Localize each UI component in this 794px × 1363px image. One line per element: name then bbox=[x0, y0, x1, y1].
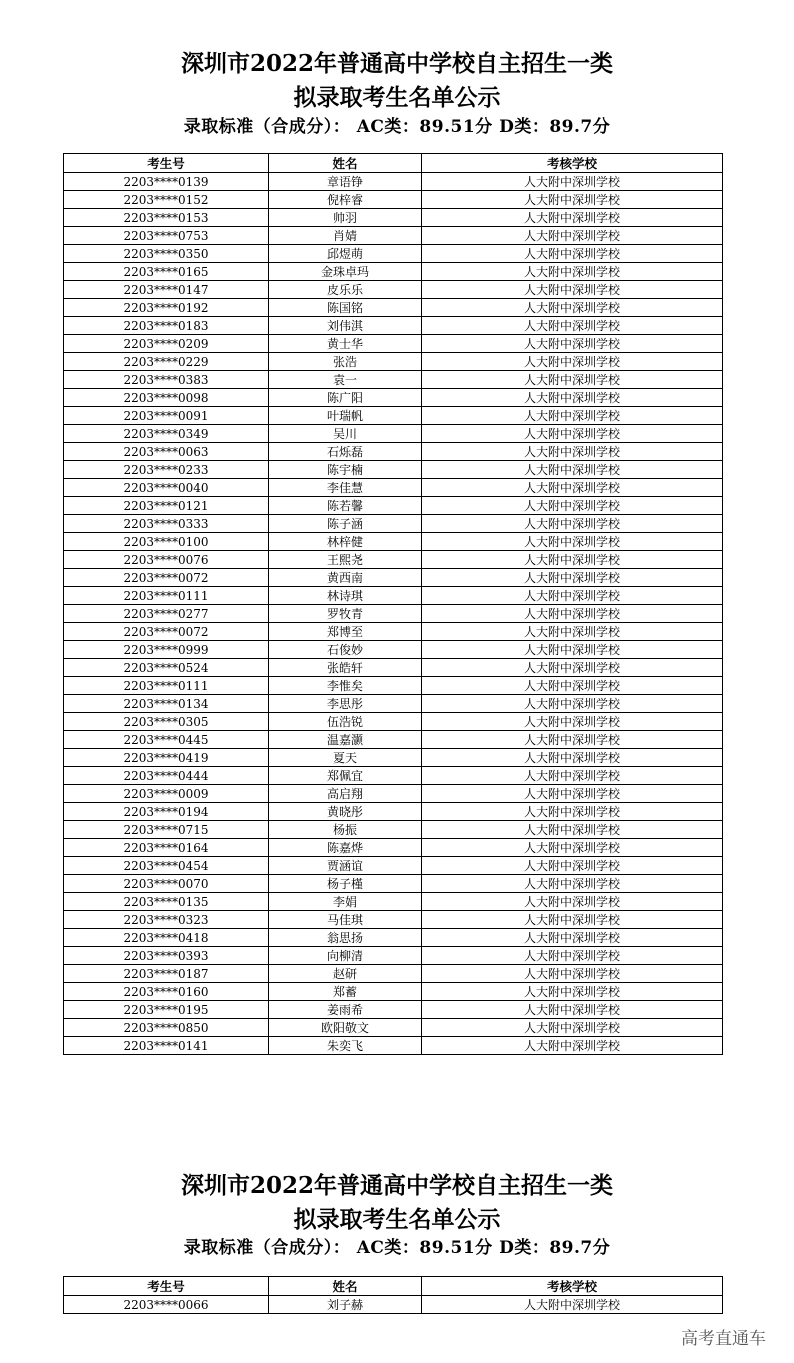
cell-candidate-id: 2203****0160 bbox=[64, 983, 269, 1001]
admission-criteria: 录取标准（合成分）： AC类：89.51分 D类：89.7分 bbox=[183, 117, 611, 137]
cell-candidate-id: 2203****0323 bbox=[64, 911, 269, 929]
table-row bbox=[64, 569, 723, 587]
cell-candidate-id: 2203****0111 bbox=[64, 587, 269, 605]
cell-candidate-id: 2203****0454 bbox=[64, 857, 269, 875]
cell-candidate-id: 2203****0195 bbox=[64, 1001, 269, 1019]
cell-name: 张皓轩 bbox=[269, 659, 422, 677]
table-row bbox=[64, 749, 723, 767]
cell-school: 人大附中深圳学校 bbox=[422, 1037, 723, 1055]
cell-school: 人大附中深圳学校 bbox=[422, 875, 723, 893]
cell-school: 人大附中深圳学校 bbox=[422, 965, 723, 983]
header-candidate-id: 考生号 bbox=[64, 1277, 269, 1296]
cell-name: 夏天 bbox=[269, 749, 422, 767]
cell-name: 向柳清 bbox=[269, 947, 422, 965]
source-watermark: 高考直通车 bbox=[681, 1329, 766, 1349]
cell-name: 黄士华 bbox=[269, 335, 422, 353]
cell-candidate-id: 2203****0233 bbox=[64, 461, 269, 479]
cell-school: 人大附中深圳学校 bbox=[422, 191, 723, 209]
header-candidate-id: 考生号 bbox=[64, 154, 269, 173]
cell-candidate-id: 2203****0444 bbox=[64, 767, 269, 785]
cell-candidate-id: 2203****0141 bbox=[64, 1037, 269, 1055]
cell-school: 人大附中深圳学校 bbox=[422, 353, 723, 371]
cell-candidate-id: 2203****0164 bbox=[64, 839, 269, 857]
table-row bbox=[64, 263, 723, 281]
cell-name: 朱奕飞 bbox=[269, 1037, 422, 1055]
table-row bbox=[64, 1296, 723, 1314]
table-row bbox=[64, 407, 723, 425]
cell-candidate-id: 2203****0066 bbox=[64, 1296, 269, 1314]
cell-name: 张浩 bbox=[269, 353, 422, 371]
table-row bbox=[64, 173, 723, 191]
cell-candidate-id: 2203****0063 bbox=[64, 443, 269, 461]
table-row bbox=[64, 317, 723, 335]
cell-school: 人大附中深圳学校 bbox=[422, 839, 723, 857]
cell-school: 人大附中深圳学校 bbox=[422, 749, 723, 767]
cell-school: 人大附中深圳学校 bbox=[422, 227, 723, 245]
cell-school: 人大附中深圳学校 bbox=[422, 929, 723, 947]
cell-name: 郑佩宜 bbox=[269, 767, 422, 785]
cell-candidate-id: 2203****0350 bbox=[64, 245, 269, 263]
table-row bbox=[64, 947, 723, 965]
cell-name: 吴川 bbox=[269, 425, 422, 443]
cell-school: 人大附中深圳学校 bbox=[422, 461, 723, 479]
cell-candidate-id: 2203****0183 bbox=[64, 317, 269, 335]
cell-candidate-id: 2203****0135 bbox=[64, 893, 269, 911]
page2-title-line2: 拟录取考生名单公示 bbox=[293, 1206, 501, 1233]
cell-school: 人大附中深圳学校 bbox=[422, 983, 723, 1001]
table-row bbox=[64, 983, 723, 1001]
cell-name: 姜雨希 bbox=[269, 1001, 422, 1019]
cell-school: 人大附中深圳学校 bbox=[422, 605, 723, 623]
cell-school: 人大附中深圳学校 bbox=[422, 209, 723, 227]
cell-name: 贾涵谊 bbox=[269, 857, 422, 875]
cell-school: 人大附中深圳学校 bbox=[422, 641, 723, 659]
cell-name: 邱煜萌 bbox=[269, 245, 422, 263]
table-row bbox=[64, 551, 723, 569]
cell-candidate-id: 2203****0040 bbox=[64, 479, 269, 497]
cell-candidate-id: 2203****0165 bbox=[64, 263, 269, 281]
cell-name: 陈若馨 bbox=[269, 497, 422, 515]
cell-school: 人大附中深圳学校 bbox=[422, 731, 723, 749]
cell-name: 石俊妙 bbox=[269, 641, 422, 659]
page-title-line2: 拟录取考生名单公示 bbox=[293, 84, 501, 111]
page2-title-line1: 深圳市2022年普通高中学校自主招生一类 bbox=[180, 1172, 613, 1199]
cell-candidate-id: 2203****0715 bbox=[64, 821, 269, 839]
cell-name: 石烁磊 bbox=[269, 443, 422, 461]
cell-candidate-id: 2203****0076 bbox=[64, 551, 269, 569]
cell-candidate-id: 2203****0383 bbox=[64, 371, 269, 389]
table-row bbox=[64, 785, 723, 803]
cell-name: 李惟矣 bbox=[269, 677, 422, 695]
cell-name: 欧阳敬文 bbox=[269, 1019, 422, 1037]
table-row bbox=[64, 731, 723, 749]
cell-school: 人大附中深圳学校 bbox=[422, 893, 723, 911]
cell-name: 郑蓄 bbox=[269, 983, 422, 1001]
cell-name: 郑博至 bbox=[269, 623, 422, 641]
cell-candidate-id: 2203****0209 bbox=[64, 335, 269, 353]
cell-school: 人大附中深圳学校 bbox=[422, 1001, 723, 1019]
table-row bbox=[64, 281, 723, 299]
cell-school: 人大附中深圳学校 bbox=[422, 677, 723, 695]
cell-name: 翁思扬 bbox=[269, 929, 422, 947]
table-row bbox=[64, 803, 723, 821]
cell-name: 杨子槿 bbox=[269, 875, 422, 893]
cell-candidate-id: 2203****0072 bbox=[64, 623, 269, 641]
table-row bbox=[64, 713, 723, 731]
table-row bbox=[64, 641, 723, 659]
cell-school: 人大附中深圳学校 bbox=[422, 443, 723, 461]
table-row bbox=[64, 479, 723, 497]
table-row bbox=[64, 353, 723, 371]
cell-candidate-id: 2203****0418 bbox=[64, 929, 269, 947]
cell-school: 人大附中深圳学校 bbox=[422, 785, 723, 803]
admission-table bbox=[63, 153, 723, 1055]
cell-name: 李佳慧 bbox=[269, 479, 422, 497]
table-row bbox=[64, 605, 723, 623]
cell-school: 人大附中深圳学校 bbox=[422, 857, 723, 875]
cell-school: 人大附中深圳学校 bbox=[422, 407, 723, 425]
cell-candidate-id: 2203****0134 bbox=[64, 695, 269, 713]
cell-candidate-id: 2203****0850 bbox=[64, 1019, 269, 1037]
cell-school: 人大附中深圳学校 bbox=[422, 371, 723, 389]
table-row bbox=[64, 659, 723, 677]
page-title-line1: 深圳市2022年普通高中学校自主招生一类 bbox=[180, 50, 613, 77]
cell-school: 人大附中深圳学校 bbox=[422, 479, 723, 497]
table-row bbox=[64, 587, 723, 605]
table-row bbox=[64, 767, 723, 785]
cell-school: 人大附中深圳学校 bbox=[422, 659, 723, 677]
cell-school: 人大附中深圳学校 bbox=[422, 317, 723, 335]
cell-candidate-id: 2203****0147 bbox=[64, 281, 269, 299]
cell-candidate-id: 2203****0333 bbox=[64, 515, 269, 533]
cell-school: 人大附中深圳学校 bbox=[422, 1296, 723, 1314]
cell-school: 人大附中深圳学校 bbox=[422, 425, 723, 443]
cell-name: 章语铮 bbox=[269, 173, 422, 191]
header-school: 考核学校 bbox=[422, 1277, 723, 1296]
page2-admission-criteria: 录取标准（合成分）： AC类：89.51分 D类：89.7分 bbox=[183, 1238, 611, 1258]
table-row bbox=[64, 533, 723, 551]
cell-candidate-id: 2203****0187 bbox=[64, 965, 269, 983]
table-row bbox=[64, 839, 723, 857]
cell-school: 人大附中深圳学校 bbox=[422, 947, 723, 965]
cell-school: 人大附中深圳学校 bbox=[422, 713, 723, 731]
table-row bbox=[64, 461, 723, 479]
cell-school: 人大附中深圳学校 bbox=[422, 767, 723, 785]
cell-name: 倪梓睿 bbox=[269, 191, 422, 209]
table-row bbox=[64, 497, 723, 515]
cell-name: 陈国铭 bbox=[269, 299, 422, 317]
cell-school: 人大附中深圳学校 bbox=[422, 389, 723, 407]
table-row bbox=[64, 695, 723, 713]
cell-school: 人大附中深圳学校 bbox=[422, 587, 723, 605]
cell-school: 人大附中深圳学校 bbox=[422, 281, 723, 299]
header-name: 姓名 bbox=[269, 1277, 422, 1296]
cell-name: 林诗琪 bbox=[269, 587, 422, 605]
cell-candidate-id: 2203****0091 bbox=[64, 407, 269, 425]
table-row bbox=[64, 371, 723, 389]
table-row bbox=[64, 191, 723, 209]
table-row bbox=[64, 623, 723, 641]
table-row bbox=[64, 1037, 723, 1055]
cell-candidate-id: 2203****0153 bbox=[64, 209, 269, 227]
cell-school: 人大附中深圳学校 bbox=[422, 695, 723, 713]
cell-school: 人大附中深圳学校 bbox=[422, 569, 723, 587]
cell-name: 陈广阳 bbox=[269, 389, 422, 407]
cell-name: 杨振 bbox=[269, 821, 422, 839]
cell-name: 肖婧 bbox=[269, 227, 422, 245]
cell-name: 李思彤 bbox=[269, 695, 422, 713]
table-row bbox=[64, 425, 723, 443]
cell-name: 帅羽 bbox=[269, 209, 422, 227]
cell-candidate-id: 2203****0445 bbox=[64, 731, 269, 749]
cell-name: 袁一 bbox=[269, 371, 422, 389]
cell-name: 陈子涵 bbox=[269, 515, 422, 533]
cell-name: 黄晓彤 bbox=[269, 803, 422, 821]
table-row bbox=[64, 515, 723, 533]
cell-candidate-id: 2203****0194 bbox=[64, 803, 269, 821]
cell-name: 马佳琪 bbox=[269, 911, 422, 929]
table-row bbox=[64, 821, 723, 839]
cell-school: 人大附中深圳学校 bbox=[422, 299, 723, 317]
cell-name: 刘伟淇 bbox=[269, 317, 422, 335]
cell-school: 人大附中深圳学校 bbox=[422, 803, 723, 821]
table-row bbox=[64, 299, 723, 317]
cell-candidate-id: 2203****0349 bbox=[64, 425, 269, 443]
table-row bbox=[64, 893, 723, 911]
cell-school: 人大附中深圳学校 bbox=[422, 551, 723, 569]
table-row bbox=[64, 209, 723, 227]
cell-school: 人大附中深圳学校 bbox=[422, 821, 723, 839]
table-row bbox=[64, 245, 723, 263]
table-row bbox=[64, 1019, 723, 1037]
cell-name: 黄西南 bbox=[269, 569, 422, 587]
cell-name: 高启翔 bbox=[269, 785, 422, 803]
cell-school: 人大附中深圳学校 bbox=[422, 497, 723, 515]
cell-candidate-id: 2203****0121 bbox=[64, 497, 269, 515]
cell-candidate-id: 2203****0192 bbox=[64, 299, 269, 317]
cell-name: 陈宇楠 bbox=[269, 461, 422, 479]
table-row bbox=[64, 389, 723, 407]
cell-candidate-id: 2203****0524 bbox=[64, 659, 269, 677]
cell-candidate-id: 2203****0139 bbox=[64, 173, 269, 191]
cell-name: 温嘉灏 bbox=[269, 731, 422, 749]
cell-name: 罗牧青 bbox=[269, 605, 422, 623]
cell-candidate-id: 2203****0070 bbox=[64, 875, 269, 893]
cell-candidate-id: 2203****0072 bbox=[64, 569, 269, 587]
cell-name: 皮乐乐 bbox=[269, 281, 422, 299]
cell-candidate-id: 2203****0100 bbox=[64, 533, 269, 551]
table-row bbox=[64, 677, 723, 695]
cell-school: 人大附中深圳学校 bbox=[422, 1019, 723, 1037]
cell-candidate-id: 2203****0393 bbox=[64, 947, 269, 965]
table-row bbox=[64, 335, 723, 353]
cell-name: 王熙尧 bbox=[269, 551, 422, 569]
cell-school: 人大附中深圳学校 bbox=[422, 245, 723, 263]
table-row bbox=[64, 1001, 723, 1019]
cell-candidate-id: 2203****0305 bbox=[64, 713, 269, 731]
table-row bbox=[64, 443, 723, 461]
cell-candidate-id: 2203****0098 bbox=[64, 389, 269, 407]
cell-name: 林梓健 bbox=[269, 533, 422, 551]
cell-candidate-id: 2203****0111 bbox=[64, 677, 269, 695]
cell-school: 人大附中深圳学校 bbox=[422, 515, 723, 533]
header-school: 考核学校 bbox=[422, 154, 723, 173]
table-row bbox=[64, 857, 723, 875]
cell-candidate-id: 2203****0753 bbox=[64, 227, 269, 245]
cell-name: 陈嘉烨 bbox=[269, 839, 422, 857]
cell-candidate-id: 2203****0419 bbox=[64, 749, 269, 767]
cell-school: 人大附中深圳学校 bbox=[422, 533, 723, 551]
cell-name: 李娟 bbox=[269, 893, 422, 911]
cell-name: 赵研 bbox=[269, 965, 422, 983]
cell-name: 金珠卓玛 bbox=[269, 263, 422, 281]
cell-name: 叶瑞帆 bbox=[269, 407, 422, 425]
cell-school: 人大附中深圳学校 bbox=[422, 263, 723, 281]
cell-candidate-id: 2203****0009 bbox=[64, 785, 269, 803]
cell-school: 人大附中深圳学校 bbox=[422, 335, 723, 353]
table-row bbox=[64, 227, 723, 245]
cell-school: 人大附中深圳学校 bbox=[422, 623, 723, 641]
cell-candidate-id: 2203****0277 bbox=[64, 605, 269, 623]
header-name: 姓名 bbox=[269, 154, 422, 173]
cell-school: 人大附中深圳学校 bbox=[422, 173, 723, 191]
cell-candidate-id: 2203****0999 bbox=[64, 641, 269, 659]
cell-school: 人大附中深圳学校 bbox=[422, 911, 723, 929]
table-row bbox=[64, 911, 723, 929]
cell-candidate-id: 2203****0229 bbox=[64, 353, 269, 371]
table-row bbox=[64, 875, 723, 893]
table-row bbox=[64, 929, 723, 947]
table-row bbox=[64, 965, 723, 983]
cell-name: 刘子赫 bbox=[269, 1296, 422, 1314]
admission-table-page2 bbox=[63, 1276, 723, 1314]
cell-name: 伍浩锐 bbox=[269, 713, 422, 731]
cell-candidate-id: 2203****0152 bbox=[64, 191, 269, 209]
